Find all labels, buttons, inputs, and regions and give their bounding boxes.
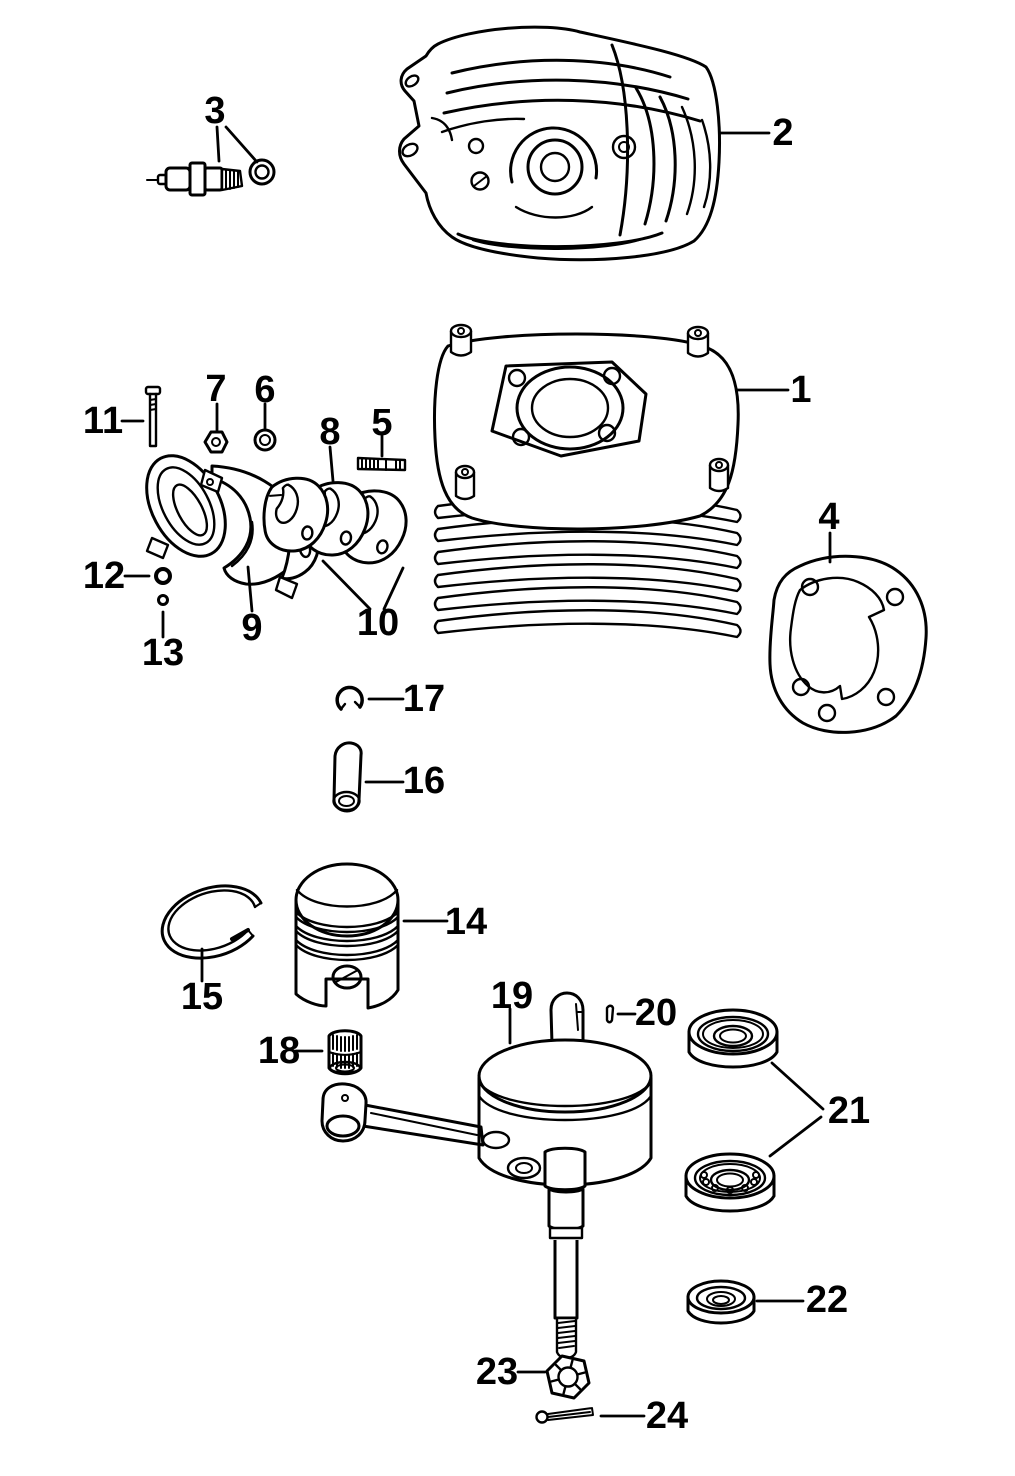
piston-ring-drawing	[162, 886, 261, 958]
part-label-16-piston-pin: 16	[402, 760, 446, 802]
part-label-5-stud-short: 5	[371, 402, 393, 444]
o-ring-drawing	[156, 569, 170, 583]
stud-long-drawing	[146, 387, 160, 446]
part-label-24-cotter-pin: 24	[645, 1395, 689, 1437]
part-label-13-ball: 13	[141, 632, 185, 674]
crankshaft-drawing	[322, 993, 651, 1358]
part-label-11-stud-long: 11	[82, 400, 124, 442]
part-label-22-oil-seal: 22	[805, 1279, 849, 1321]
nut-drawing	[205, 432, 227, 452]
woodruff-key-drawing	[607, 1006, 613, 1023]
part-label-15-piston-ring: 15	[180, 976, 224, 1018]
piston-drawing	[296, 864, 398, 1008]
ball-drawing	[159, 596, 168, 605]
part-label-12-o-ring: 12	[82, 555, 126, 597]
cylinder-stud	[688, 327, 708, 357]
needle-bearing-drawing	[329, 1031, 361, 1074]
part-label-17-circlip: 17	[402, 678, 446, 720]
part-label-23-castle-nut: 23	[475, 1351, 519, 1393]
cylinder-stud	[451, 325, 471, 356]
leader-line-spark-plug	[226, 127, 257, 162]
base-gasket-drawing	[770, 556, 926, 732]
part-label-14-piston: 14	[444, 901, 488, 943]
part-label-10-gasket-pair: 10	[356, 602, 400, 644]
cylinder-stud	[456, 466, 474, 499]
part-label-8-manifold-gasket: 8	[319, 411, 341, 453]
spark-plug-drawing	[147, 160, 274, 195]
leader-line-ball-bearing-pair	[770, 1117, 821, 1156]
part-label-4-base-gasket: 4	[818, 496, 840, 538]
cotter-pin-drawing	[537, 1408, 594, 1423]
part-label-6-sealing-washer: 6	[254, 369, 276, 411]
stud-short-drawing	[358, 458, 405, 470]
spark-plug-washer	[250, 160, 274, 184]
part-label-9-intake-manifold: 9	[241, 607, 263, 649]
part-label-7-nut: 7	[205, 368, 227, 410]
part-label-1-cylinder: 1	[790, 369, 812, 411]
part-label-21-ball-bearing-pair: 21	[827, 1090, 871, 1132]
connecting-rod	[363, 1105, 483, 1145]
piston-pin-drawing	[334, 743, 362, 811]
oil-seal-drawing	[688, 1281, 754, 1323]
part-label-3-spark-plug: 3	[204, 90, 226, 132]
ball-bearing-upper-drawing	[689, 1010, 777, 1067]
part-label-20-woodruff-key: 20	[634, 992, 678, 1034]
castle-nut-drawing	[547, 1356, 589, 1398]
part-label-19-crankshaft: 19	[490, 975, 534, 1017]
ball-bearing-lower-drawing	[686, 1154, 774, 1211]
cylinder-head-drawing	[400, 27, 720, 260]
cylinder-stud	[710, 459, 728, 491]
circlip-drawing	[337, 687, 362, 709]
callout-layer	[83, 90, 870, 1437]
leader-line-ball-bearing-pair	[772, 1063, 823, 1109]
part-label-2-cylinder-head: 2	[772, 112, 794, 154]
sealing-washer-drawing	[255, 430, 275, 450]
cylinder-drawing	[435, 325, 741, 637]
leader-line-spark-plug	[217, 127, 219, 161]
part-label-18-needle-bearing: 18	[257, 1030, 301, 1072]
